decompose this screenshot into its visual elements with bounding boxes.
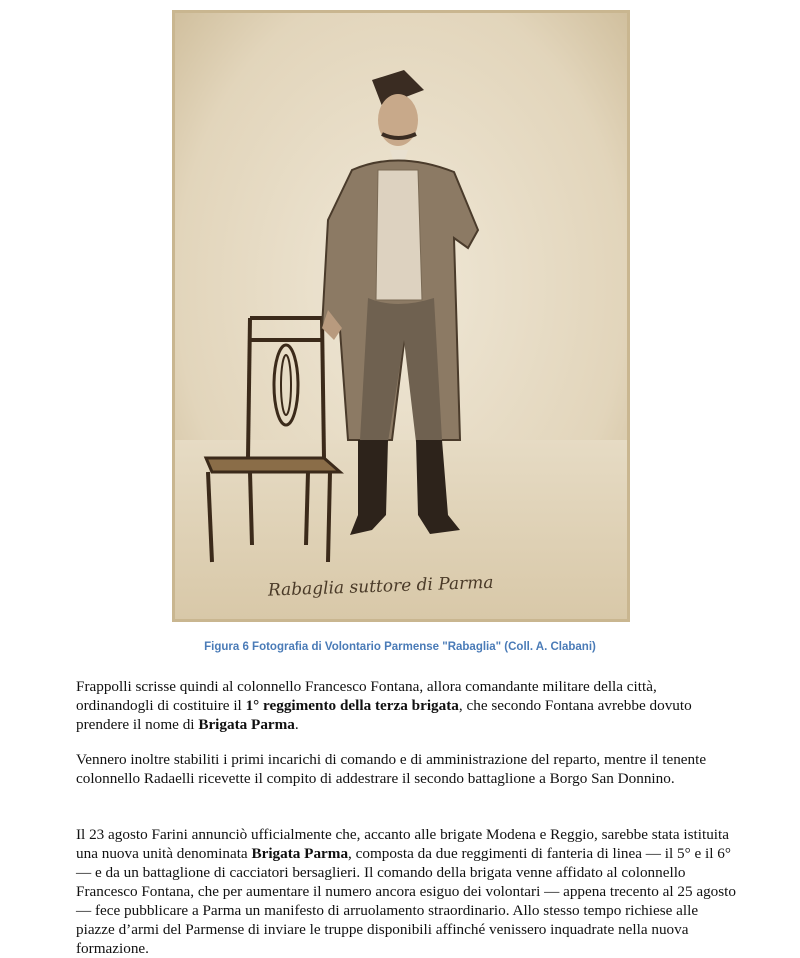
paragraph-3 xyxy=(76,825,736,958)
paragraph-1 xyxy=(76,677,736,734)
figure-caption: Figura 6 Fotografia di Volontario Parmense "Rabaglia" (Coll. A. Clabani) xyxy=(204,641,596,653)
paragraph-1-bold-regiment: 1° reggimento della terza brigata xyxy=(245,697,459,714)
volunteer-photograph xyxy=(172,10,630,622)
paragraph-1-bold-brigata: Brigata Parma xyxy=(198,716,295,733)
paragraph-1-text-c: . xyxy=(294,716,299,733)
paragraph-1-text-a: Frappolli scrisse quindi al colonnello Francesco Fontana, allora comandante militare della città, ordinandogli di costituire il xyxy=(76,678,657,714)
paragraph-1-text-b: , che secondo Fontana avrebbe dovuto prendere il nome di xyxy=(76,697,692,733)
paragraph-2 xyxy=(76,750,736,788)
paragraph-2-text: Vennero inoltre stabiliti i primi incarichi di comando e di amministrazione del reparto, mentre il tenente colonnello Radaelli ricevette il compito di addestrare il secondo battaglione a Borgo San Donnino. xyxy=(76,751,707,787)
paragraph-3-text-a: Il 23 agosto Farini annunciò ufficialmente che, accanto alle brigate Modena e Reggio, sarebbe stata istituita una nuova unità denominata xyxy=(76,826,729,862)
paragraph-3-bold-brigata: Brigata Parma xyxy=(251,845,349,862)
waistcoat xyxy=(376,170,422,300)
photograph-illustration xyxy=(172,10,630,622)
paragraph-3-text-b: , composta da due reggimenti di fanteria di linea — il 5° e il 6° — e da un battaglione di cacciatori bersaglieri. Il comando della brigata venne affidato al colonnello Francesco Fontana, che per aumentare il numero ancora esiguo dei volontari — appena trecento al 25 agosto — fece pubblicare a Parma un manifesto di arruolamento straordinario. Allo stesso tempo richiese alle piazze d’armi del Parmense di inviare le truppe disponibili affinché venissero inquadrate nella nuova formazione. xyxy=(76,845,736,957)
photo-signature: Rabaglia suttore di Parma xyxy=(267,572,494,601)
